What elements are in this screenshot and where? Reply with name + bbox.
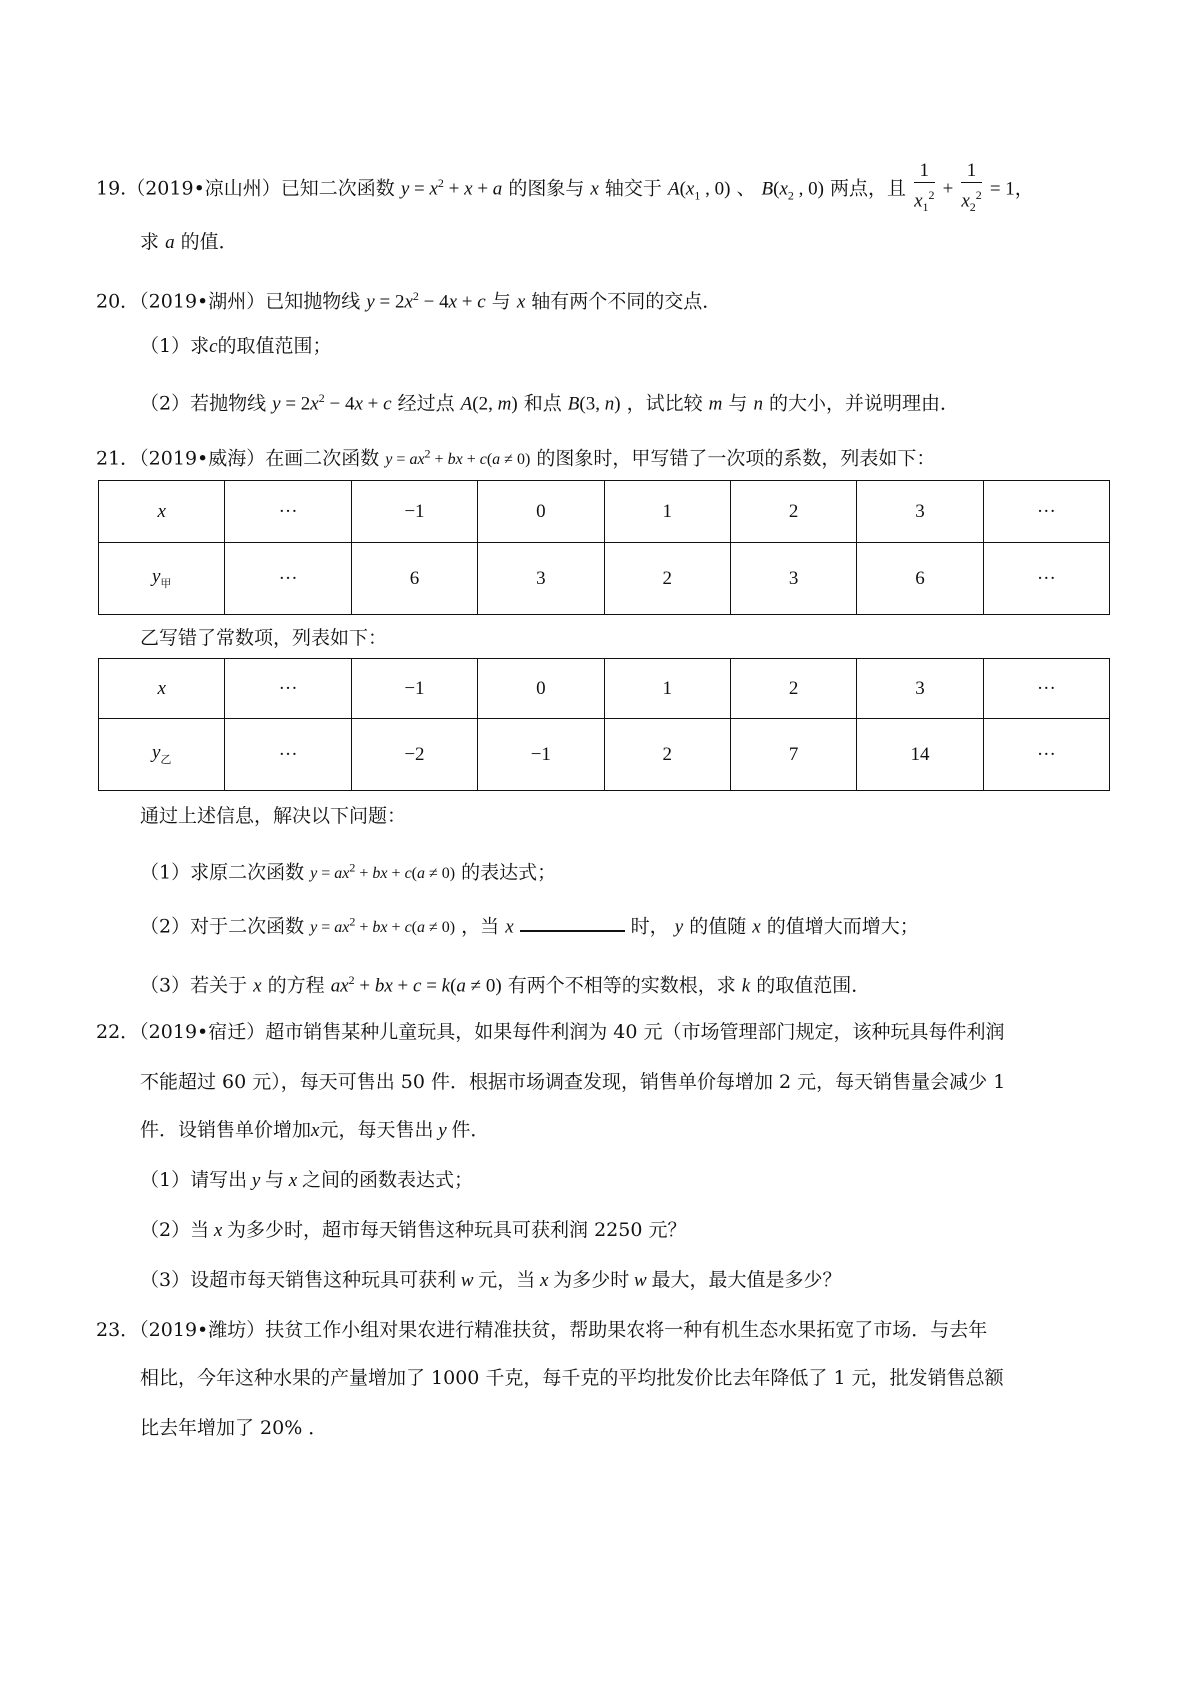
table-row: $y_甲$ ··· 6 3 2 3 6 ··· xyxy=(99,543,1110,615)
fraction-1: $\frac{1}{x_1^2}$ xyxy=(914,160,935,215)
question-21-part-1: （1）求原二次函数 $y = ax^2$ + bx + c(a ≠ 0) 的表达式； xyxy=(140,861,557,884)
question-21-intro: 通过上述信息，解决以下问题： xyxy=(140,805,407,827)
question-20-part-1: （1）求c的取值范围； xyxy=(140,335,332,357)
table-header-x: x xyxy=(99,481,225,543)
table-yi xyxy=(98,658,1110,791)
table-header-x: x xyxy=(99,659,225,719)
table-row: x ··· −1 0 1 2 3 ··· xyxy=(99,659,1110,719)
question-21-part-3: （3）若关于 x 的方程 $ax^2$ + bx + c = k(a ≠ 0) 有两个不相等的实数根，求 k 的取值范围． xyxy=(140,973,871,997)
table-jia xyxy=(98,480,1110,615)
question-22-part-1: （1）请写出 y 与 x 之间的函数表达式； xyxy=(140,1169,473,1191)
question-19-line2: 求 a 的值． xyxy=(140,231,238,253)
answer-blank[interactable] xyxy=(520,910,625,932)
question-23-line-1: 23．（2019•潍坊）扶贫工作小组对果农进行精准扶贫，帮助果农将一种有机生态水果拓宽了市场．与去年 xyxy=(96,1319,988,1341)
table-yi-intro: 乙写错了常数项，列表如下： xyxy=(140,627,388,649)
question-22-line-3: 件．设销售单价增加x元，每天售出 y 件． xyxy=(140,1119,490,1141)
question-20: 20．（2019•湖州）已知抛物线 $y = 2x^2 - 4x + c$ 与 x 轴有两个不同的交点． xyxy=(96,289,722,313)
table-header-y-jia: $y_甲$ xyxy=(99,543,225,615)
question-22-part-3: （3）设超市每天销售这种玩具可获利 w 元，当 x 为多少时 w 最大，最大值是多少？ xyxy=(140,1269,842,1291)
question-20-part-2: （2）若抛物线 $y = 2x^2 - 4x + c$ 经过点 A(2, m) 和点 B(3, n) ，试比较 m 与 n 的大小，并说明理由． xyxy=(140,391,960,415)
question-21: 21．（2019•威海）在画二次函数 $y = ax^2$ + bx + c(a ≠ 0) 的图象时，甲写错了一次项的系数，列表如下： xyxy=(96,447,936,470)
formula-quadratic: y xyxy=(400,178,410,200)
question-23-line-3: 比去年增加了 20% ． xyxy=(140,1417,328,1439)
table-row: $y_乙$ ··· −2 −1 2 7 14 ··· xyxy=(99,719,1110,791)
table-header-y-yi: $y_乙$ xyxy=(99,719,225,791)
question-21-part-2: （2）对于二次函数 $y = ax^2$ + bx + c(a ≠ 0) ，当 x 时， y 的值随 x 的值增大而增大； xyxy=(140,906,919,944)
fraction-2: $\frac{1}{x_2^2}$ xyxy=(961,160,982,215)
question-22-line-2: 不能超过 60 元），每天可售出 50 件．根据市场调查发现，销售单价每增加 2 元，每天销售量会减少 1 xyxy=(140,1071,1006,1093)
question-23-line-2: 相比，今年这种水果的产量增加了 1000 千克，每千克的平均批发价比去年降低了 1 元，批发销售总额 xyxy=(140,1367,1004,1389)
question-19: 19.（2019•凉山州）已知二次函数 $y = x^2 + x + a$ 的图象与 x 轴交于 $A(x_1$ , 0) 、 $B(x_2$ , 0) 两点，且 $\frac{1}{x_1^2}$ + $\frac{1}{x_2^2}$ = 1， xyxy=(96,160,1034,219)
table-row: x ··· −1 0 1 2 3 ··· xyxy=(99,481,1110,543)
question-22-line-1: 22．（2019•宿迁）超市销售某种儿童玩具，如果每件利润为 40 元（市场管理部门规定，该种玩具每件利润 xyxy=(96,1021,1005,1043)
question-22-part-2: （2）当 x 为多少时，超市每天销售这种玩具可获利润 2250 元？ xyxy=(140,1219,687,1241)
